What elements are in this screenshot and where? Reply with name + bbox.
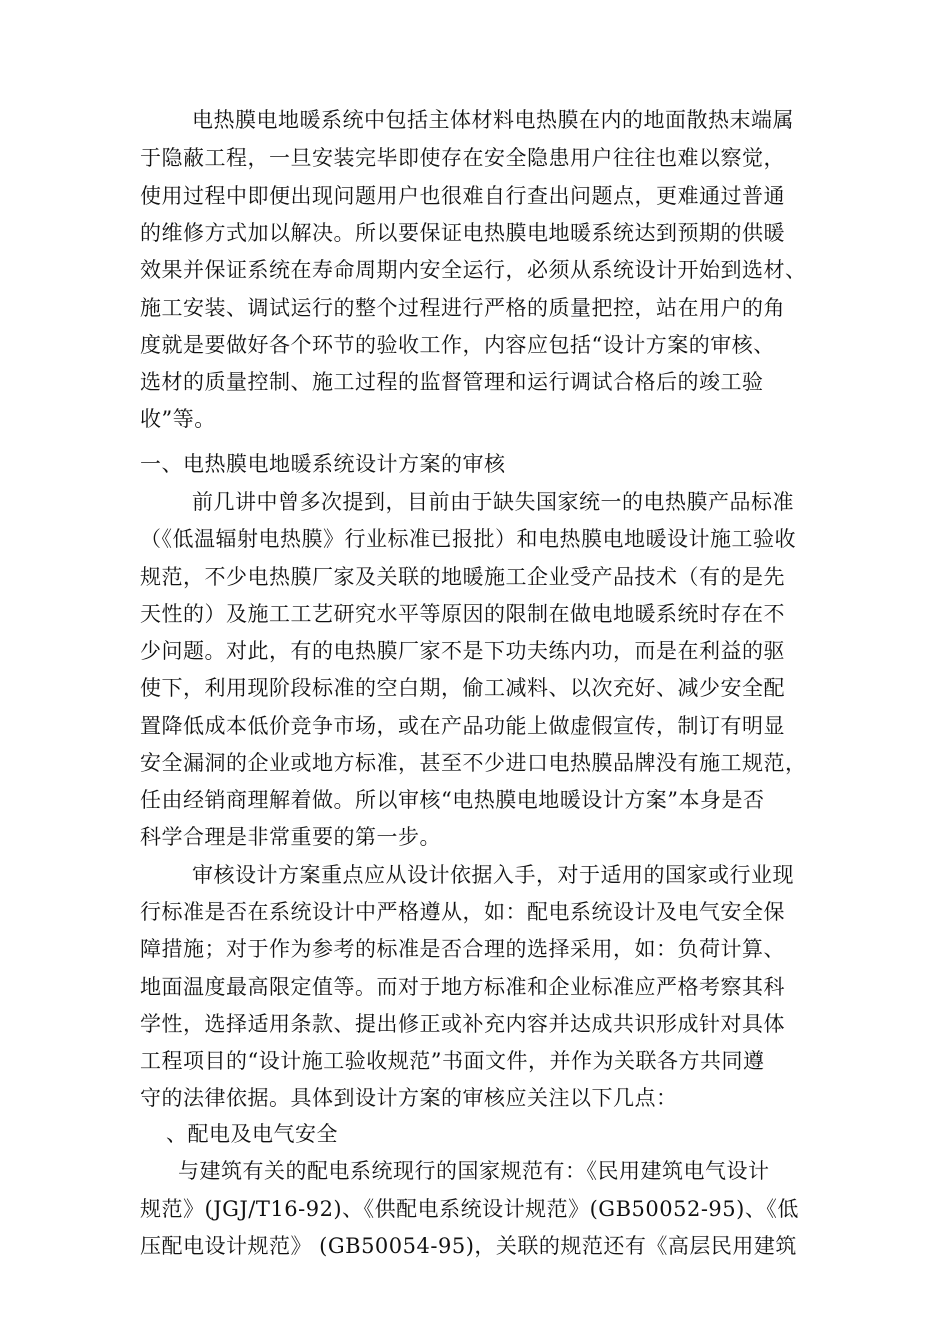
intro-line: 效果并保证系统在寿命周期内安全运行，必须从系统设计开始到选材、 — [140, 258, 807, 282]
intro-line: 电热膜电地暖系统中包括主体材料电热膜在内的地面散热末端属 — [192, 108, 794, 132]
paragraph-line: 守的法律依据。具体到设计方案的审核应关注以下几点： — [140, 1086, 678, 1110]
intro-line: 施工安装、调试运行的整个过程进行严格的质量把控，站在用户的角 — [140, 296, 785, 320]
paragraph-line: 任由经销商理解着做。所以审核“电热膜电地暖设计方案”本身是否 — [140, 788, 765, 812]
paragraph-line: 置降低成本低价竞争市场，或在产品功能上做虚假宣传，制订有明显 — [140, 714, 785, 738]
section-heading: 一、电热膜电地暖系统设计方案的审核 — [140, 452, 506, 476]
paragraph-line: 规范》(JGJ/T16-92)、《供配电系统设计规范》(GB50052-95)、《低 — [140, 1197, 799, 1221]
paragraph-line: 压配电设计规范》 (GB50054-95)，关联的规范还有《高层民用建筑 — [140, 1234, 797, 1258]
paragraph-line: 使下，利用现阶段标准的空白期，偷工减料、以次充好、减少安全配 — [140, 676, 785, 700]
paragraph-line: 学性，选择适用条款、提出修正或补充内容并达成共识形成针对具体 — [140, 1012, 785, 1036]
paragraph-line: 审核设计方案重点应从设计依据入手，对于适用的国家或行业现 — [192, 863, 794, 887]
paragraph-line: 工程项目的“设计施工验收规范”书面文件，并作为关联各方共同遵 — [140, 1049, 765, 1073]
paragraph-line: 少问题。对此，有的电热膜厂家不是下功夫练内功，而是在利益的驱 — [140, 639, 785, 663]
paragraph-line: 天性的）及施工工艺研究水平等原因的限制在做电地暖系统时存在不 — [140, 602, 785, 626]
paragraph-line: 与建筑有关的配电系统现行的国家规范有：《民用建筑电气设计 — [178, 1159, 770, 1183]
intro-line: 收”等。 — [140, 407, 216, 431]
intro-line: 于隐蔽工程，一旦安装完毕即使存在安全隐患用户往往也难以察觉， — [140, 146, 785, 170]
subheading: 、配电及电气安全 — [166, 1122, 338, 1146]
intro-line: 度就是要做好各个环节的验收工作，内容应包括“设计方案的审核、 — [140, 333, 775, 357]
paragraph-line: 安全漏洞的企业或地方标准，甚至不少进口电热膜品牌没有施工规范， — [140, 751, 807, 775]
intro-line: 的维修方式加以解决。所以要保证电热膜电地暖系统达到预期的供暖 — [140, 221, 785, 245]
paragraph-line: 地面温度最高限定值等。而对于地方标准和企业标准应严格考察其科 — [140, 975, 785, 999]
paragraph-line: 规范，不少电热膜厂家及关联的地暖施工企业受产品技术（有的是先 — [140, 565, 785, 589]
intro-line: 使用过程中即便出现问题用户也很难自行查出问题点，更难通过普通 — [140, 184, 785, 208]
intro-line: 选材的质量控制、施工过程的监督管理和运行调试合格后的竣工验 — [140, 370, 764, 394]
paragraph-line: 前几讲中曾多次提到，目前由于缺失国家统一的电热膜产品标准 — [192, 490, 794, 514]
paragraph-line: 行标准是否在系统设计中严格遵从，如：配电系统设计及电气安全保 — [140, 900, 785, 924]
paragraph-line: 障措施；对于作为参考的标准是否合理的选择采用，如：负荷计算、 — [140, 937, 785, 961]
paragraph-line: （《低温辐射电热膜》行业标准已报批）和电热膜电地暖设计施工验收 — [140, 527, 796, 551]
paragraph-line: 科学合理是非常重要的第一步。 — [140, 825, 441, 849]
